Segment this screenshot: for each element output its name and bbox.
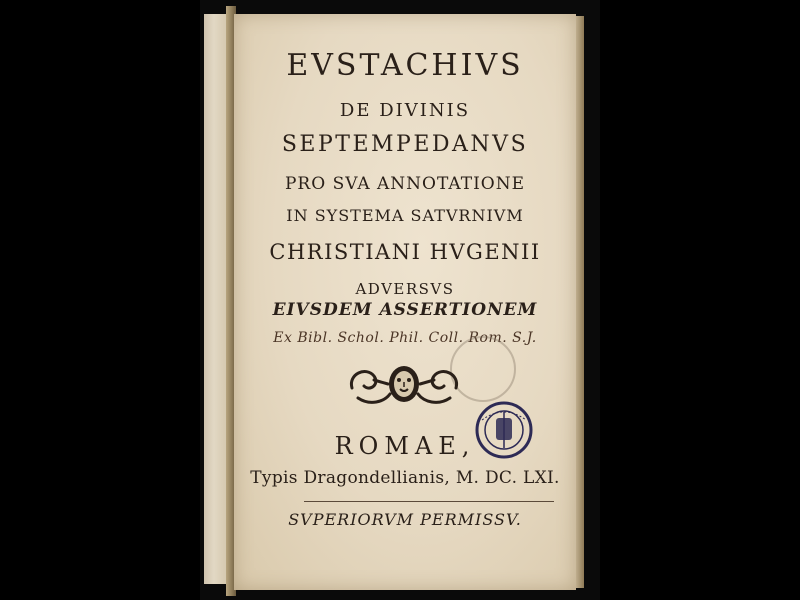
title-line-2: DE DIVINIS: [339, 100, 471, 121]
permission-line: SVPERIORVM PERMISSV.: [288, 510, 522, 529]
title-line-4: PRO SVA ANNOTATIONE: [284, 174, 526, 194]
printers-ornament-icon: [344, 358, 464, 410]
imprint-line: Typis Dragondellianis, M. DC. LXI.: [250, 468, 560, 488]
title-page: [234, 14, 576, 590]
left-flyleaf: [204, 14, 227, 584]
title-page-text: [234, 14, 576, 590]
author-name: EVSTACHIVS: [286, 48, 524, 83]
title-line-3: SEPTEMPEDANVS: [281, 132, 529, 157]
title-line-6: CHRISTIANI HVGENII: [269, 240, 541, 264]
title-line-7: ADVERSVS: [355, 280, 455, 298]
book: [204, 6, 598, 596]
title-line-8: EIVSDEM ASSERTIONEM: [272, 300, 538, 320]
place-of-publication: ROMAE,: [334, 432, 476, 460]
handwritten-inscription: Ex Bibl. Schol. Phil. Coll. Rom. S.J.: [273, 330, 537, 346]
title-line-5: IN SYSTEMA SATVRNIVM: [286, 206, 524, 225]
horizontal-rule: [304, 501, 554, 502]
page-edge: [576, 16, 584, 588]
